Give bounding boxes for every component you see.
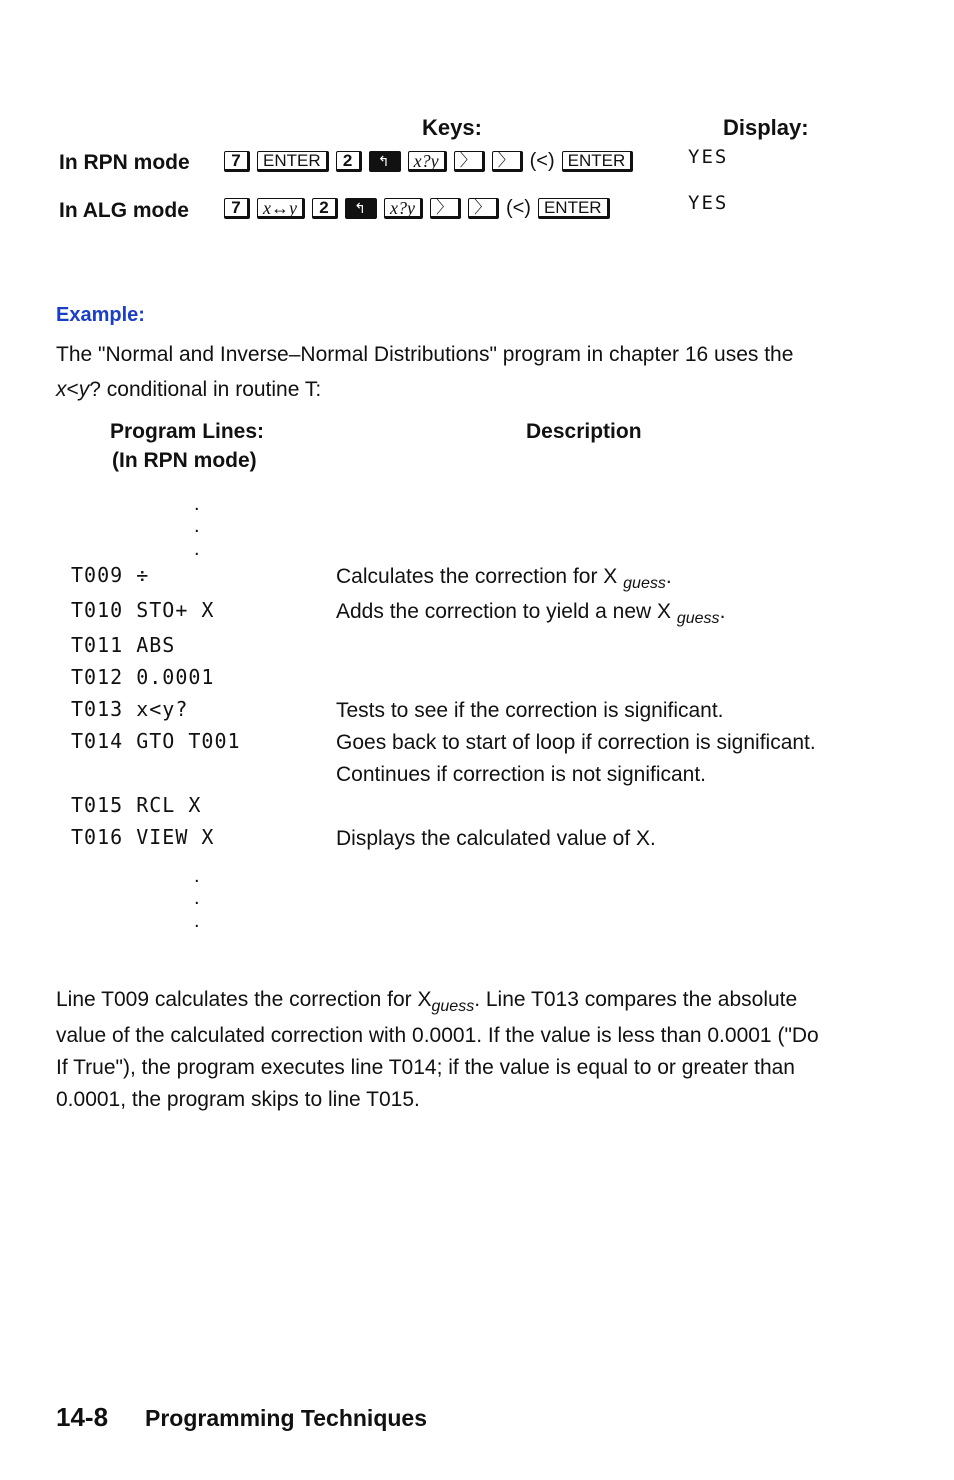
digit-key-7: 7 (224, 151, 250, 172)
alg-mode-label: In ALG mode (59, 199, 189, 222)
enter-key: ENTER (562, 151, 634, 172)
ellipsis-dot: . (194, 887, 200, 909)
program-line-t009: T009 ÷ (71, 563, 150, 587)
enter-key: ENTER (538, 198, 610, 219)
rpn-mode-label: In RPN mode (59, 151, 190, 174)
desc-t016: Displays the calculated value of X. (336, 827, 656, 850)
right-arrow-key-icon: 〉 (468, 198, 499, 219)
enter-key: ENTER (257, 151, 329, 172)
left-shift-key-icon: ↰ (345, 198, 377, 219)
program-lines-header: Program Lines: (110, 420, 265, 443)
alg-key-sequence (224, 197, 610, 220)
x-swap-y-key: x↔y (257, 198, 305, 219)
explanation-line3: If True"), the program executes line T014; if the value is equal to or greater than (56, 1056, 795, 1079)
program-line-t012: T012 0.0001 (71, 665, 215, 689)
left-shift-key-icon: ↰ (369, 151, 401, 172)
section-title: Programming Techniques (145, 1405, 428, 1431)
ellipsis-dot: . (194, 515, 200, 537)
example-label: Example: (56, 304, 145, 326)
description-header: Description (526, 420, 642, 443)
ellipsis-dot: . (194, 538, 200, 560)
ellipsis-dot: . (194, 493, 200, 515)
page-number: 14-8 (56, 1402, 109, 1432)
digit-key-2: 2 (312, 198, 338, 219)
right-arrow-key-icon: 〉 (454, 151, 485, 172)
display-header: Display: (723, 115, 809, 140)
explanation-line1: Line T009 calculates the correction for $X_{guess}$. Line T013 compares the absolute (56, 988, 798, 1016)
x-compare-y-key: x?y (408, 151, 447, 172)
explanation-line2: value of the calculated correction with 0.0001. If the value is less than 0.0001 ("Do (56, 1024, 819, 1047)
program-line-t013: T013 x<y? (71, 697, 189, 721)
desc-t014-continued: Continues if correction is not significant. (336, 763, 707, 786)
program-line-t015: T015 RCL X (71, 793, 202, 817)
desc-t010: Adds the correction to yield a new X $_{guess}$. (336, 600, 726, 628)
key-annotation: (<) (529, 150, 555, 172)
key-annotation: (<) (505, 197, 531, 219)
rpn-key-sequence (224, 150, 633, 173)
program-mode-header: (In RPN mode) (112, 449, 257, 472)
alg-display-value: YES (688, 192, 729, 214)
desc-t014: Goes back to start of loop if correction is significant. (336, 731, 816, 754)
intro-x: x (56, 378, 67, 401)
program-line-t011: T011 ABS (71, 633, 176, 657)
right-arrow-key-icon: 〉 (430, 198, 461, 219)
rpn-display-value: YES (688, 146, 729, 168)
desc-t013: Tests to see if the correction is significant. (336, 699, 724, 722)
example-intro-line1: The "Normal and Inverse–Normal Distributions" program in chapter 16 uses the (56, 343, 794, 366)
explanation-line4: 0.0001, the program skips to line T015. (56, 1088, 420, 1111)
x-compare-y-key: x?y (384, 198, 423, 219)
intro-rest: ? conditional in routine T: (89, 378, 322, 401)
intro-y: y (78, 378, 90, 401)
example-intro-line2 (56, 373, 321, 406)
ellipsis-dot: . (194, 865, 200, 887)
ellipsis-dot: . (194, 910, 200, 932)
digit-key-2: 2 (336, 151, 362, 172)
digit-key-7: 7 (224, 198, 250, 219)
right-arrow-key-icon: 〉 (492, 151, 523, 172)
intro-lt: < (66, 378, 79, 401)
program-line-t010: T010 STO+ X (71, 598, 215, 622)
program-line-t014: T014 GTO T001 (71, 729, 241, 753)
program-line-t016: T016 VIEW X (71, 825, 215, 849)
keys-header: Keys: (422, 115, 482, 140)
desc-t009: Calculates the correction for X $_{guess}$. (336, 565, 672, 593)
